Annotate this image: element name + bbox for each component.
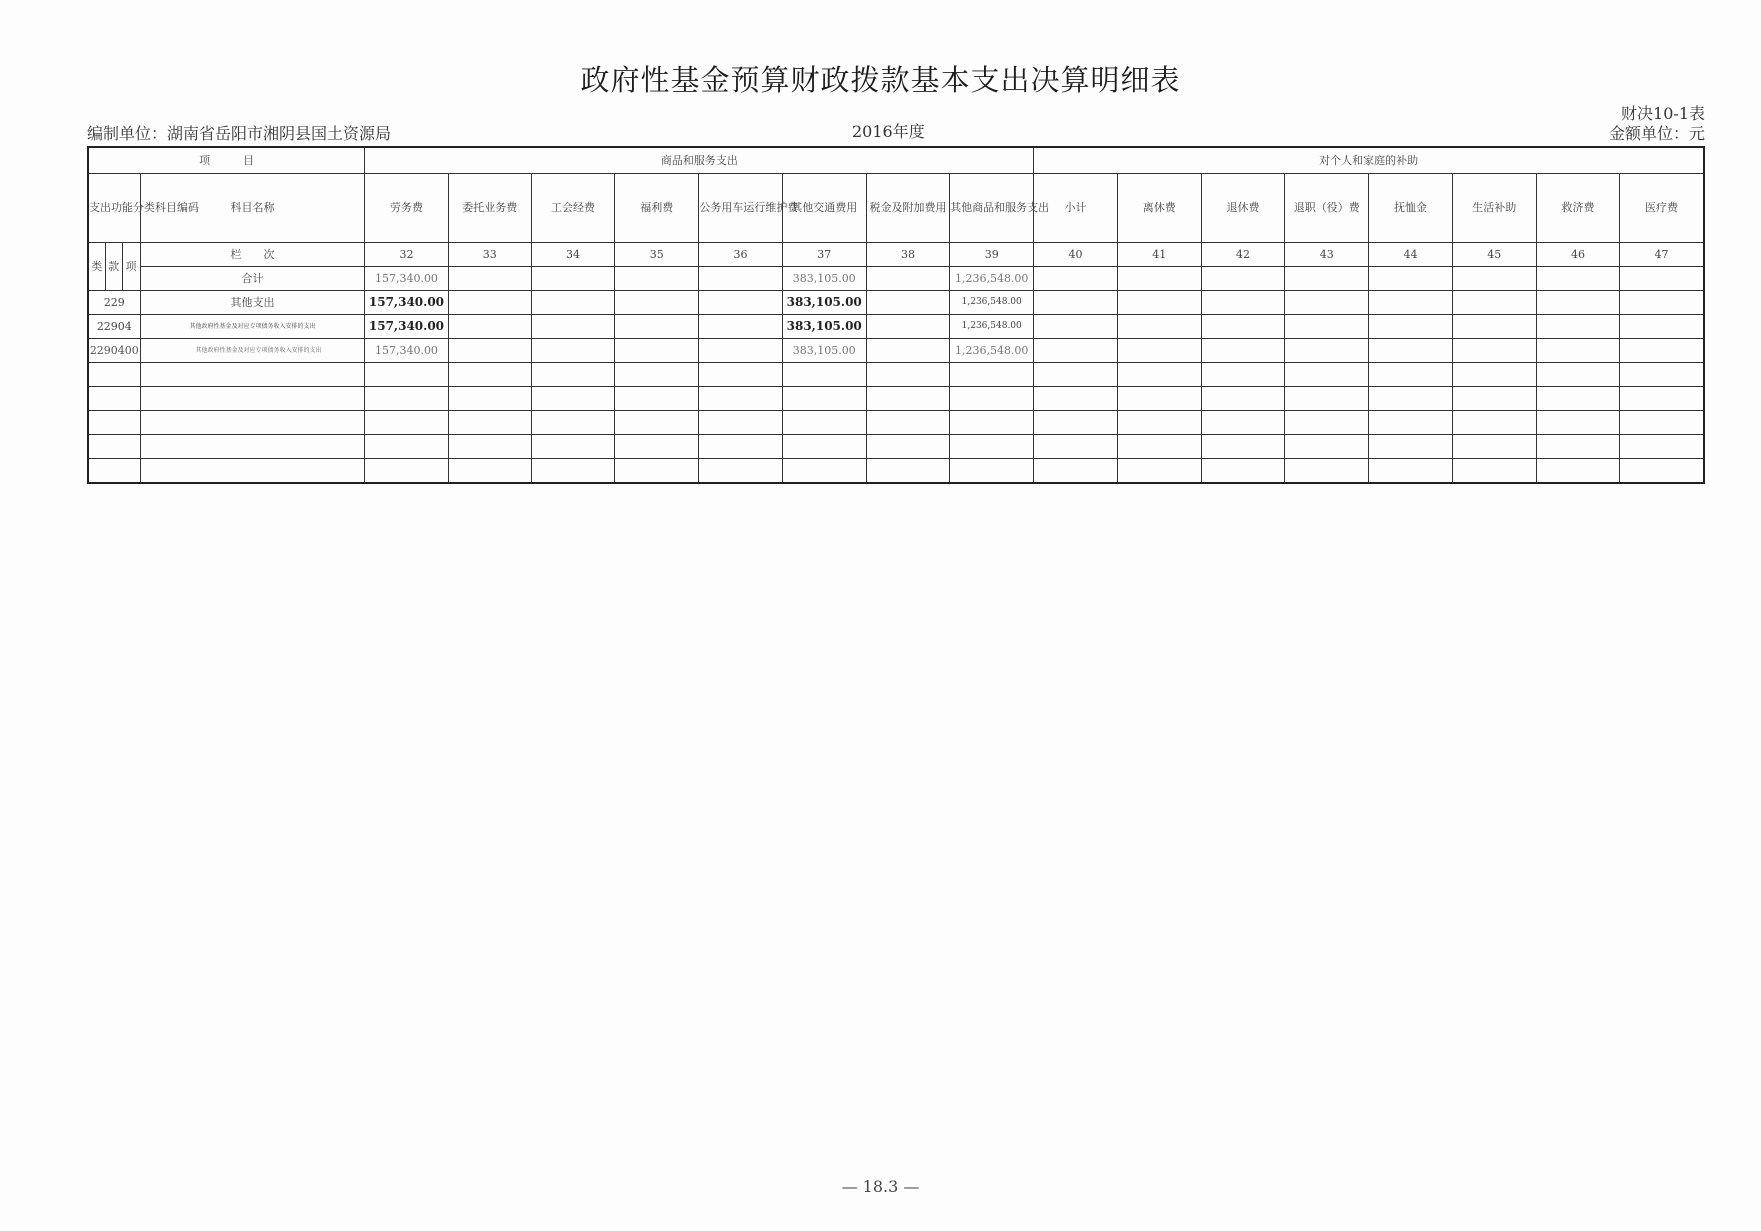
column-header: 劳务费 [365,174,448,243]
column-number: 45 [1452,243,1536,267]
row-c37: 383,105.00 [782,339,866,363]
column-header: 小计 [1034,174,1117,243]
row-name: 其他支出 [140,291,365,315]
column-header: 公务用车运行维护费 [699,174,782,243]
column-header: 其他交通费用 [782,174,866,243]
group-personal-subsidy-header: 对个人和家庭的补助 [1034,147,1704,174]
row-code: 229 [88,291,140,315]
code-header: 支出功能分类科目编码 [88,174,140,243]
row-number-label: 栏 次 [140,243,365,267]
total-c32: 157,340.00 [365,267,448,291]
empty-row [88,363,1704,387]
name-header: 科目名称 [140,174,365,243]
empty-row [88,411,1704,435]
column-number: 32 [365,243,448,267]
group-project-header: 项 目 [88,147,365,174]
compiling-unit: 编制单位：湖南省岳阳市湘阴县国土资源局 [87,124,392,143]
column-header: 离休费 [1117,174,1201,243]
column-number: 36 [699,243,782,267]
row-c37: 383,105.00 [782,291,866,315]
column-number: 39 [950,243,1034,267]
row-c37: 383,105.00 [782,315,866,339]
row-c32: 157,340.00 [365,291,448,315]
row-code: 22904 [88,315,140,339]
row-c32: 157,340.00 [365,315,448,339]
empty-row [88,459,1704,484]
column-number: 47 [1620,243,1704,267]
total-row [88,267,1704,291]
column-header: 救济费 [1536,174,1619,243]
column-number: 42 [1201,243,1284,267]
column-header: 退休费 [1201,174,1284,243]
row-name: 其他政府性基金及对应专项债务收入安排的支出 [140,339,365,363]
form-number: 财决10-1表 [1621,104,1705,123]
column-header: 抚恤金 [1369,174,1452,243]
column-header: 生活补助 [1452,174,1536,243]
total-c37: 383,105.00 [782,267,866,291]
column-number: 38 [866,243,949,267]
column-number: 44 [1369,243,1452,267]
row-code: 2290400 [88,339,140,363]
total-label: 合计 [140,267,365,291]
section-header: 款 [105,243,122,291]
table-row [88,291,1704,315]
group-goods-services-header: 商品和服务支出 [365,147,1034,174]
column-number: 37 [782,243,866,267]
column-header: 委托业务费 [448,174,531,243]
column-number-row [88,243,1704,267]
document-title: 政府性基金预算财政拨款基本支出决算明细表 [580,63,1181,97]
column-header: 工会经费 [531,174,614,243]
column-header: 福利费 [615,174,699,243]
column-header: 税金及附加费用 [866,174,949,243]
row-c39: 1,236,548.00 [950,339,1034,363]
page-number: — 18.3 — [841,1177,920,1196]
expenditure-table [87,146,1705,484]
empty-row [88,435,1704,459]
class-header: 类 [88,243,105,291]
empty-row [88,387,1704,411]
table-row [88,339,1704,363]
column-number: 34 [531,243,614,267]
column-header: 医疗费 [1620,174,1704,243]
total-c39: 1,236,548.00 [950,267,1034,291]
row-name: 其他政府性基金及对应专项债务收入安排的支出 [140,315,365,339]
column-number: 33 [448,243,531,267]
column-number: 35 [615,243,699,267]
column-number: 40 [1034,243,1117,267]
amount-unit: 金额单位：元 [1608,124,1705,143]
row-c39: 1,236,548.00 [950,315,1034,339]
row-c39: 1,236,548.00 [950,291,1034,315]
item-header: 项 [122,243,140,291]
column-header: 其他商品和服务支出 [950,174,1034,243]
fiscal-year: 2016年度 [852,122,925,141]
column-header-row [88,174,1704,243]
column-number: 46 [1536,243,1619,267]
column-header: 退职（役）费 [1285,174,1369,243]
table-row [88,315,1704,339]
group-header-row [88,147,1704,174]
column-number: 41 [1117,243,1201,267]
row-c32: 157,340.00 [365,339,448,363]
column-number: 43 [1285,243,1369,267]
